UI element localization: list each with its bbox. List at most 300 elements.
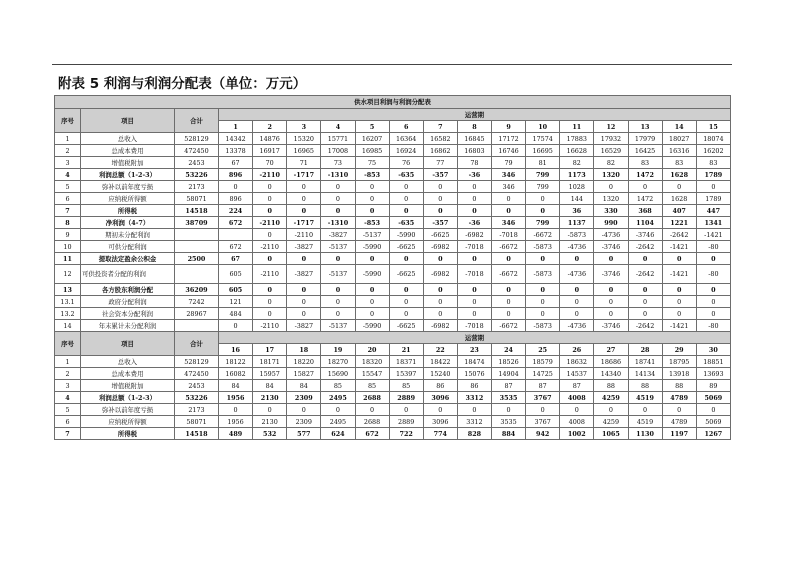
row-seq: 13.2 bbox=[55, 308, 81, 320]
profit-distribution-table bbox=[54, 95, 731, 440]
value-cell: -4736 bbox=[594, 229, 628, 241]
value-cell: 828 bbox=[457, 428, 491, 440]
row-item: 总成本费用 bbox=[81, 145, 175, 157]
value-cell: -80 bbox=[696, 265, 730, 284]
value-cell: 18371 bbox=[389, 356, 423, 368]
value-cell: 0 bbox=[321, 205, 355, 217]
row-seq: 4 bbox=[55, 392, 81, 404]
value-cell: 0 bbox=[696, 308, 730, 320]
value-cell: 0 bbox=[253, 308, 287, 320]
value-cell: -1421 bbox=[696, 229, 730, 241]
value-cell: 2495 bbox=[321, 392, 355, 404]
value-cell: 14342 bbox=[219, 133, 253, 145]
value-cell: 0 bbox=[662, 284, 696, 296]
value-cell: 86 bbox=[423, 380, 457, 392]
value-cell: 16316 bbox=[662, 145, 696, 157]
value-cell: -2642 bbox=[628, 320, 662, 332]
row-total: 2173 bbox=[175, 404, 219, 416]
value-cell: -3746 bbox=[594, 265, 628, 284]
value-cell: 84 bbox=[219, 380, 253, 392]
value-cell: 73 bbox=[321, 157, 355, 169]
value-cell: 2688 bbox=[355, 416, 389, 428]
value-cell: 17979 bbox=[628, 133, 662, 145]
value-cell: 4789 bbox=[662, 392, 696, 404]
period-number: 29 bbox=[662, 344, 696, 356]
value-cell: 14725 bbox=[526, 368, 560, 380]
row-total: 53226 bbox=[175, 392, 219, 404]
value-cell: 36 bbox=[560, 205, 594, 217]
value-cell: -1421 bbox=[662, 320, 696, 332]
value-cell: 1002 bbox=[560, 428, 594, 440]
row-item: 应纳税所得额 bbox=[81, 416, 175, 428]
value-cell: 605 bbox=[219, 265, 253, 284]
value-cell: -5873 bbox=[526, 320, 560, 332]
value-cell: 18320 bbox=[355, 356, 389, 368]
value-cell: 0 bbox=[492, 205, 526, 217]
value-cell: 17883 bbox=[560, 133, 594, 145]
value-cell: -6672 bbox=[492, 265, 526, 284]
row-total: 58071 bbox=[175, 193, 219, 205]
value-cell: -7018 bbox=[457, 265, 491, 284]
value-cell: 18579 bbox=[526, 356, 560, 368]
row-item: 利润总额（1-2-3） bbox=[81, 169, 175, 181]
value-cell: 0 bbox=[526, 296, 560, 308]
value-cell: 0 bbox=[423, 308, 457, 320]
value-cell: -2110 bbox=[253, 241, 287, 253]
value-cell: 0 bbox=[457, 205, 491, 217]
period-number: 18 bbox=[287, 344, 321, 356]
value-cell: 0 bbox=[253, 181, 287, 193]
value-cell: 0 bbox=[389, 253, 423, 265]
value-cell: 3767 bbox=[526, 416, 560, 428]
value-cell: 0 bbox=[560, 308, 594, 320]
row-seq: 10 bbox=[55, 241, 81, 253]
value-cell: 0 bbox=[662, 308, 696, 320]
row-item: 弥补以前年度亏损 bbox=[81, 181, 175, 193]
value-cell: 0 bbox=[219, 181, 253, 193]
value-cell: 16082 bbox=[219, 368, 253, 380]
row-item: 总成本费用 bbox=[81, 368, 175, 380]
value-cell: 0 bbox=[355, 308, 389, 320]
value-cell: -6672 bbox=[492, 241, 526, 253]
value-cell: 2309 bbox=[287, 416, 321, 428]
value-cell: 2130 bbox=[253, 416, 287, 428]
value-cell: 0 bbox=[662, 253, 696, 265]
value-cell: 0 bbox=[423, 205, 457, 217]
table-body bbox=[55, 96, 731, 440]
value-cell: 2688 bbox=[355, 392, 389, 404]
value-cell: 18795 bbox=[662, 356, 696, 368]
value-cell: -2110 bbox=[253, 169, 287, 181]
value-cell: -1421 bbox=[662, 241, 696, 253]
row-total bbox=[175, 265, 219, 284]
row-item: 弥补以前年度亏损 bbox=[81, 404, 175, 416]
table-row bbox=[55, 320, 731, 332]
row-total: 58071 bbox=[175, 416, 219, 428]
value-cell: 85 bbox=[355, 380, 389, 392]
row-seq: 6 bbox=[55, 193, 81, 205]
value-cell: 0 bbox=[389, 404, 423, 416]
value-cell: 0 bbox=[389, 284, 423, 296]
value-cell: 407 bbox=[662, 205, 696, 217]
value-cell: 83 bbox=[696, 157, 730, 169]
value-cell: 0 bbox=[526, 404, 560, 416]
value-cell: 2130 bbox=[253, 392, 287, 404]
value-cell: -5990 bbox=[355, 241, 389, 253]
table-row bbox=[55, 308, 731, 320]
row-seq: 11 bbox=[55, 253, 81, 265]
value-cell: 2495 bbox=[321, 416, 355, 428]
value-cell: 0 bbox=[492, 284, 526, 296]
value-cell: -2642 bbox=[628, 265, 662, 284]
period-number: 12 bbox=[594, 121, 628, 133]
value-cell: -3746 bbox=[594, 320, 628, 332]
row-item: 可供分配利润 bbox=[81, 241, 175, 253]
value-cell: 0 bbox=[457, 253, 491, 265]
value-cell: 16924 bbox=[389, 145, 423, 157]
value-cell: 15957 bbox=[253, 368, 287, 380]
value-cell: 0 bbox=[526, 284, 560, 296]
period-number: 17 bbox=[253, 344, 287, 356]
value-cell: 0 bbox=[594, 253, 628, 265]
value-cell: 0 bbox=[287, 253, 321, 265]
value-cell: 0 bbox=[560, 284, 594, 296]
value-cell: 14876 bbox=[253, 133, 287, 145]
value-cell: 18474 bbox=[457, 356, 491, 368]
value-cell: 605 bbox=[219, 284, 253, 296]
value-cell: 18686 bbox=[594, 356, 628, 368]
value-cell: 0 bbox=[696, 181, 730, 193]
row-item: 各方股东利润分配 bbox=[81, 284, 175, 296]
value-cell: 0 bbox=[389, 296, 423, 308]
value-cell: 3312 bbox=[457, 392, 491, 404]
value-cell: 15320 bbox=[287, 133, 321, 145]
value-cell: 0 bbox=[696, 253, 730, 265]
value-cell: 1341 bbox=[696, 217, 730, 229]
value-cell: -853 bbox=[355, 217, 389, 229]
row-seq: 1 bbox=[55, 133, 81, 145]
value-cell: 3096 bbox=[423, 392, 457, 404]
value-cell: -357 bbox=[423, 217, 457, 229]
table-row bbox=[55, 428, 731, 440]
value-cell: 0 bbox=[253, 296, 287, 308]
value-cell: 624 bbox=[321, 428, 355, 440]
period-number: 6 bbox=[389, 121, 423, 133]
header-total: 合计 bbox=[175, 332, 219, 356]
value-cell: 0 bbox=[696, 404, 730, 416]
value-cell: 0 bbox=[253, 193, 287, 205]
row-seq: 5 bbox=[55, 181, 81, 193]
value-cell: 0 bbox=[526, 253, 560, 265]
value-cell: 330 bbox=[594, 205, 628, 217]
period-number: 14 bbox=[662, 121, 696, 133]
value-cell: 4259 bbox=[594, 392, 628, 404]
value-cell: 2889 bbox=[389, 392, 423, 404]
value-cell: 0 bbox=[355, 296, 389, 308]
value-cell: 1628 bbox=[662, 169, 696, 181]
value-cell: 0 bbox=[287, 404, 321, 416]
value-cell: 17932 bbox=[594, 133, 628, 145]
value-cell: -36 bbox=[457, 169, 491, 181]
row-item: 所得税 bbox=[81, 428, 175, 440]
value-cell: 0 bbox=[355, 205, 389, 217]
value-cell: 0 bbox=[492, 193, 526, 205]
value-cell: 0 bbox=[492, 253, 526, 265]
value-cell: 4519 bbox=[628, 392, 662, 404]
row-item: 提取法定盈余公积金 bbox=[81, 253, 175, 265]
row-total: 53226 bbox=[175, 169, 219, 181]
table-row bbox=[55, 205, 731, 217]
value-cell: 0 bbox=[321, 193, 355, 205]
value-cell: -3827 bbox=[321, 229, 355, 241]
value-cell: -3746 bbox=[628, 229, 662, 241]
value-cell: 121 bbox=[219, 296, 253, 308]
value-cell: 346 bbox=[492, 217, 526, 229]
row-seq: 3 bbox=[55, 157, 81, 169]
value-cell: 4519 bbox=[628, 416, 662, 428]
period-number: 8 bbox=[457, 121, 491, 133]
row-item: 净利润（4-7） bbox=[81, 217, 175, 229]
row-total: 2500 bbox=[175, 253, 219, 265]
value-cell: 16582 bbox=[423, 133, 457, 145]
row-item: 增值税附加 bbox=[81, 380, 175, 392]
value-cell: 1956 bbox=[219, 392, 253, 404]
value-cell: 896 bbox=[219, 169, 253, 181]
value-cell: 0 bbox=[492, 308, 526, 320]
value-cell: 77 bbox=[423, 157, 457, 169]
row-total bbox=[175, 320, 219, 332]
value-cell: 1956 bbox=[219, 416, 253, 428]
header-period: 运营期 bbox=[219, 109, 731, 121]
value-cell: -2110 bbox=[287, 229, 321, 241]
value-cell: 368 bbox=[628, 205, 662, 217]
value-cell: -1421 bbox=[662, 265, 696, 284]
value-cell: -6672 bbox=[492, 320, 526, 332]
row-seq: 1 bbox=[55, 356, 81, 368]
row-item: 应纳税所得额 bbox=[81, 193, 175, 205]
value-cell: 16207 bbox=[355, 133, 389, 145]
row-seq: 3 bbox=[55, 380, 81, 392]
header-seq: 序号 bbox=[55, 332, 81, 356]
page-title: 附表 5 利润与利润分配表（单位：万元） bbox=[58, 76, 307, 92]
row-total: 14518 bbox=[175, 205, 219, 217]
value-cell: 13693 bbox=[696, 368, 730, 380]
value-cell: -7018 bbox=[457, 320, 491, 332]
value-cell: 1320 bbox=[594, 169, 628, 181]
value-cell: -1717 bbox=[287, 217, 321, 229]
value-cell: 83 bbox=[662, 157, 696, 169]
value-cell: 88 bbox=[628, 380, 662, 392]
row-total: 472450 bbox=[175, 368, 219, 380]
row-item: 增值税附加 bbox=[81, 157, 175, 169]
table-row bbox=[55, 380, 731, 392]
value-cell: 484 bbox=[219, 308, 253, 320]
header-row-1 bbox=[55, 109, 731, 121]
row-total: 38709 bbox=[175, 217, 219, 229]
value-cell: 0 bbox=[457, 181, 491, 193]
value-cell: 0 bbox=[321, 284, 355, 296]
table-title: 供水项目利润与利润分配表 bbox=[55, 96, 731, 109]
value-cell: -80 bbox=[696, 320, 730, 332]
row-total: 2173 bbox=[175, 181, 219, 193]
value-cell: -5873 bbox=[526, 241, 560, 253]
value-cell: 84 bbox=[253, 380, 287, 392]
value-cell: 18526 bbox=[492, 356, 526, 368]
value-cell: 16965 bbox=[287, 145, 321, 157]
value-cell: 17172 bbox=[492, 133, 526, 145]
value-cell: 0 bbox=[355, 253, 389, 265]
value-cell: 13378 bbox=[219, 145, 253, 157]
table-row bbox=[55, 181, 731, 193]
value-cell: 18220 bbox=[287, 356, 321, 368]
value-cell: 3767 bbox=[526, 392, 560, 404]
value-cell: -6625 bbox=[389, 265, 423, 284]
row-total: 28967 bbox=[175, 308, 219, 320]
value-cell: 2309 bbox=[287, 392, 321, 404]
value-cell: 489 bbox=[219, 428, 253, 440]
value-cell: 672 bbox=[219, 217, 253, 229]
period-number: 19 bbox=[321, 344, 355, 356]
value-cell: -6982 bbox=[423, 241, 457, 253]
header-item: 项目 bbox=[81, 109, 175, 133]
value-cell: 0 bbox=[287, 181, 321, 193]
table-row bbox=[55, 416, 731, 428]
row-total: 2453 bbox=[175, 380, 219, 392]
value-cell: 0 bbox=[560, 253, 594, 265]
value-cell: 0 bbox=[321, 404, 355, 416]
value-cell: 0 bbox=[526, 205, 560, 217]
row-seq: 4 bbox=[55, 169, 81, 181]
value-cell: 0 bbox=[628, 253, 662, 265]
value-cell: 346 bbox=[492, 169, 526, 181]
value-cell: 16985 bbox=[355, 145, 389, 157]
value-cell: -2110 bbox=[253, 320, 287, 332]
value-cell: 0 bbox=[389, 193, 423, 205]
period-number: 5 bbox=[355, 121, 389, 133]
value-cell: -4736 bbox=[560, 320, 594, 332]
value-cell: 4008 bbox=[560, 392, 594, 404]
value-cell: 17574 bbox=[526, 133, 560, 145]
row-total: 14518 bbox=[175, 428, 219, 440]
value-cell: 88 bbox=[594, 380, 628, 392]
value-cell: -357 bbox=[423, 169, 457, 181]
value-cell: 0 bbox=[355, 404, 389, 416]
value-cell: 0 bbox=[355, 181, 389, 193]
value-cell: 5069 bbox=[696, 392, 730, 404]
value-cell: 16202 bbox=[696, 145, 730, 157]
period-number: 20 bbox=[355, 344, 389, 356]
row-total bbox=[175, 241, 219, 253]
value-cell: 3312 bbox=[457, 416, 491, 428]
value-cell: 1173 bbox=[560, 169, 594, 181]
value-cell: 0 bbox=[219, 404, 253, 416]
value-cell: 0 bbox=[321, 181, 355, 193]
value-cell: 15690 bbox=[321, 368, 355, 380]
table-row bbox=[55, 229, 731, 241]
value-cell: 0 bbox=[594, 181, 628, 193]
value-cell: 1472 bbox=[628, 169, 662, 181]
value-cell: 81 bbox=[526, 157, 560, 169]
row-seq: 6 bbox=[55, 416, 81, 428]
value-cell: 14537 bbox=[560, 368, 594, 380]
table-row bbox=[55, 253, 731, 265]
value-cell: 0 bbox=[594, 308, 628, 320]
value-cell: -5137 bbox=[321, 241, 355, 253]
header-total: 合计 bbox=[175, 109, 219, 133]
value-cell: 16845 bbox=[457, 133, 491, 145]
value-cell: 0 bbox=[423, 181, 457, 193]
row-seq: 2 bbox=[55, 368, 81, 380]
value-cell: 82 bbox=[560, 157, 594, 169]
value-cell: -80 bbox=[696, 241, 730, 253]
value-cell: 0 bbox=[287, 205, 321, 217]
value-cell: 15240 bbox=[423, 368, 457, 380]
value-cell: 0 bbox=[355, 284, 389, 296]
value-cell: 2889 bbox=[389, 416, 423, 428]
value-cell: 88 bbox=[662, 380, 696, 392]
row-total: 2453 bbox=[175, 157, 219, 169]
value-cell: -6672 bbox=[526, 229, 560, 241]
value-cell: 87 bbox=[560, 380, 594, 392]
value-cell: 774 bbox=[423, 428, 457, 440]
period-number: 10 bbox=[526, 121, 560, 133]
row-item: 利润总额（1-2-3） bbox=[81, 392, 175, 404]
table-row bbox=[55, 217, 731, 229]
value-cell: 990 bbox=[594, 217, 628, 229]
value-cell: 18122 bbox=[219, 356, 253, 368]
value-cell: 5069 bbox=[696, 416, 730, 428]
period-number: 21 bbox=[389, 344, 423, 356]
value-cell: 16425 bbox=[628, 145, 662, 157]
period-number: 25 bbox=[526, 344, 560, 356]
row-total: 7242 bbox=[175, 296, 219, 308]
value-cell: 0 bbox=[321, 308, 355, 320]
value-cell: -7018 bbox=[492, 229, 526, 241]
value-cell: 1789 bbox=[696, 193, 730, 205]
value-cell: 0 bbox=[594, 404, 628, 416]
header-period: 运营期 bbox=[219, 332, 731, 344]
value-cell: 0 bbox=[594, 284, 628, 296]
period-number: 16 bbox=[219, 344, 253, 356]
value-cell: 4259 bbox=[594, 416, 628, 428]
header-seq: 序号 bbox=[55, 109, 81, 133]
value-cell: 15827 bbox=[287, 368, 321, 380]
value-cell: 14340 bbox=[594, 368, 628, 380]
value-cell: 672 bbox=[219, 241, 253, 253]
table-row bbox=[55, 404, 731, 416]
value-cell: 85 bbox=[389, 380, 423, 392]
value-cell: 0 bbox=[389, 205, 423, 217]
value-cell: 0 bbox=[628, 404, 662, 416]
row-item: 所得税 bbox=[81, 205, 175, 217]
value-cell: 82 bbox=[594, 157, 628, 169]
row-seq: 5 bbox=[55, 404, 81, 416]
value-cell: 84 bbox=[287, 380, 321, 392]
value-cell: 79 bbox=[492, 157, 526, 169]
period-number: 30 bbox=[696, 344, 730, 356]
period-number: 27 bbox=[594, 344, 628, 356]
value-cell: 1320 bbox=[594, 193, 628, 205]
period-number: 1 bbox=[219, 121, 253, 133]
value-cell: -2110 bbox=[253, 217, 287, 229]
period-number: 3 bbox=[287, 121, 321, 133]
period-number: 26 bbox=[560, 344, 594, 356]
value-cell: 15547 bbox=[355, 368, 389, 380]
period-number: 2 bbox=[253, 121, 287, 133]
value-cell: -6625 bbox=[389, 320, 423, 332]
value-cell: 0 bbox=[355, 193, 389, 205]
value-cell: 0 bbox=[253, 404, 287, 416]
